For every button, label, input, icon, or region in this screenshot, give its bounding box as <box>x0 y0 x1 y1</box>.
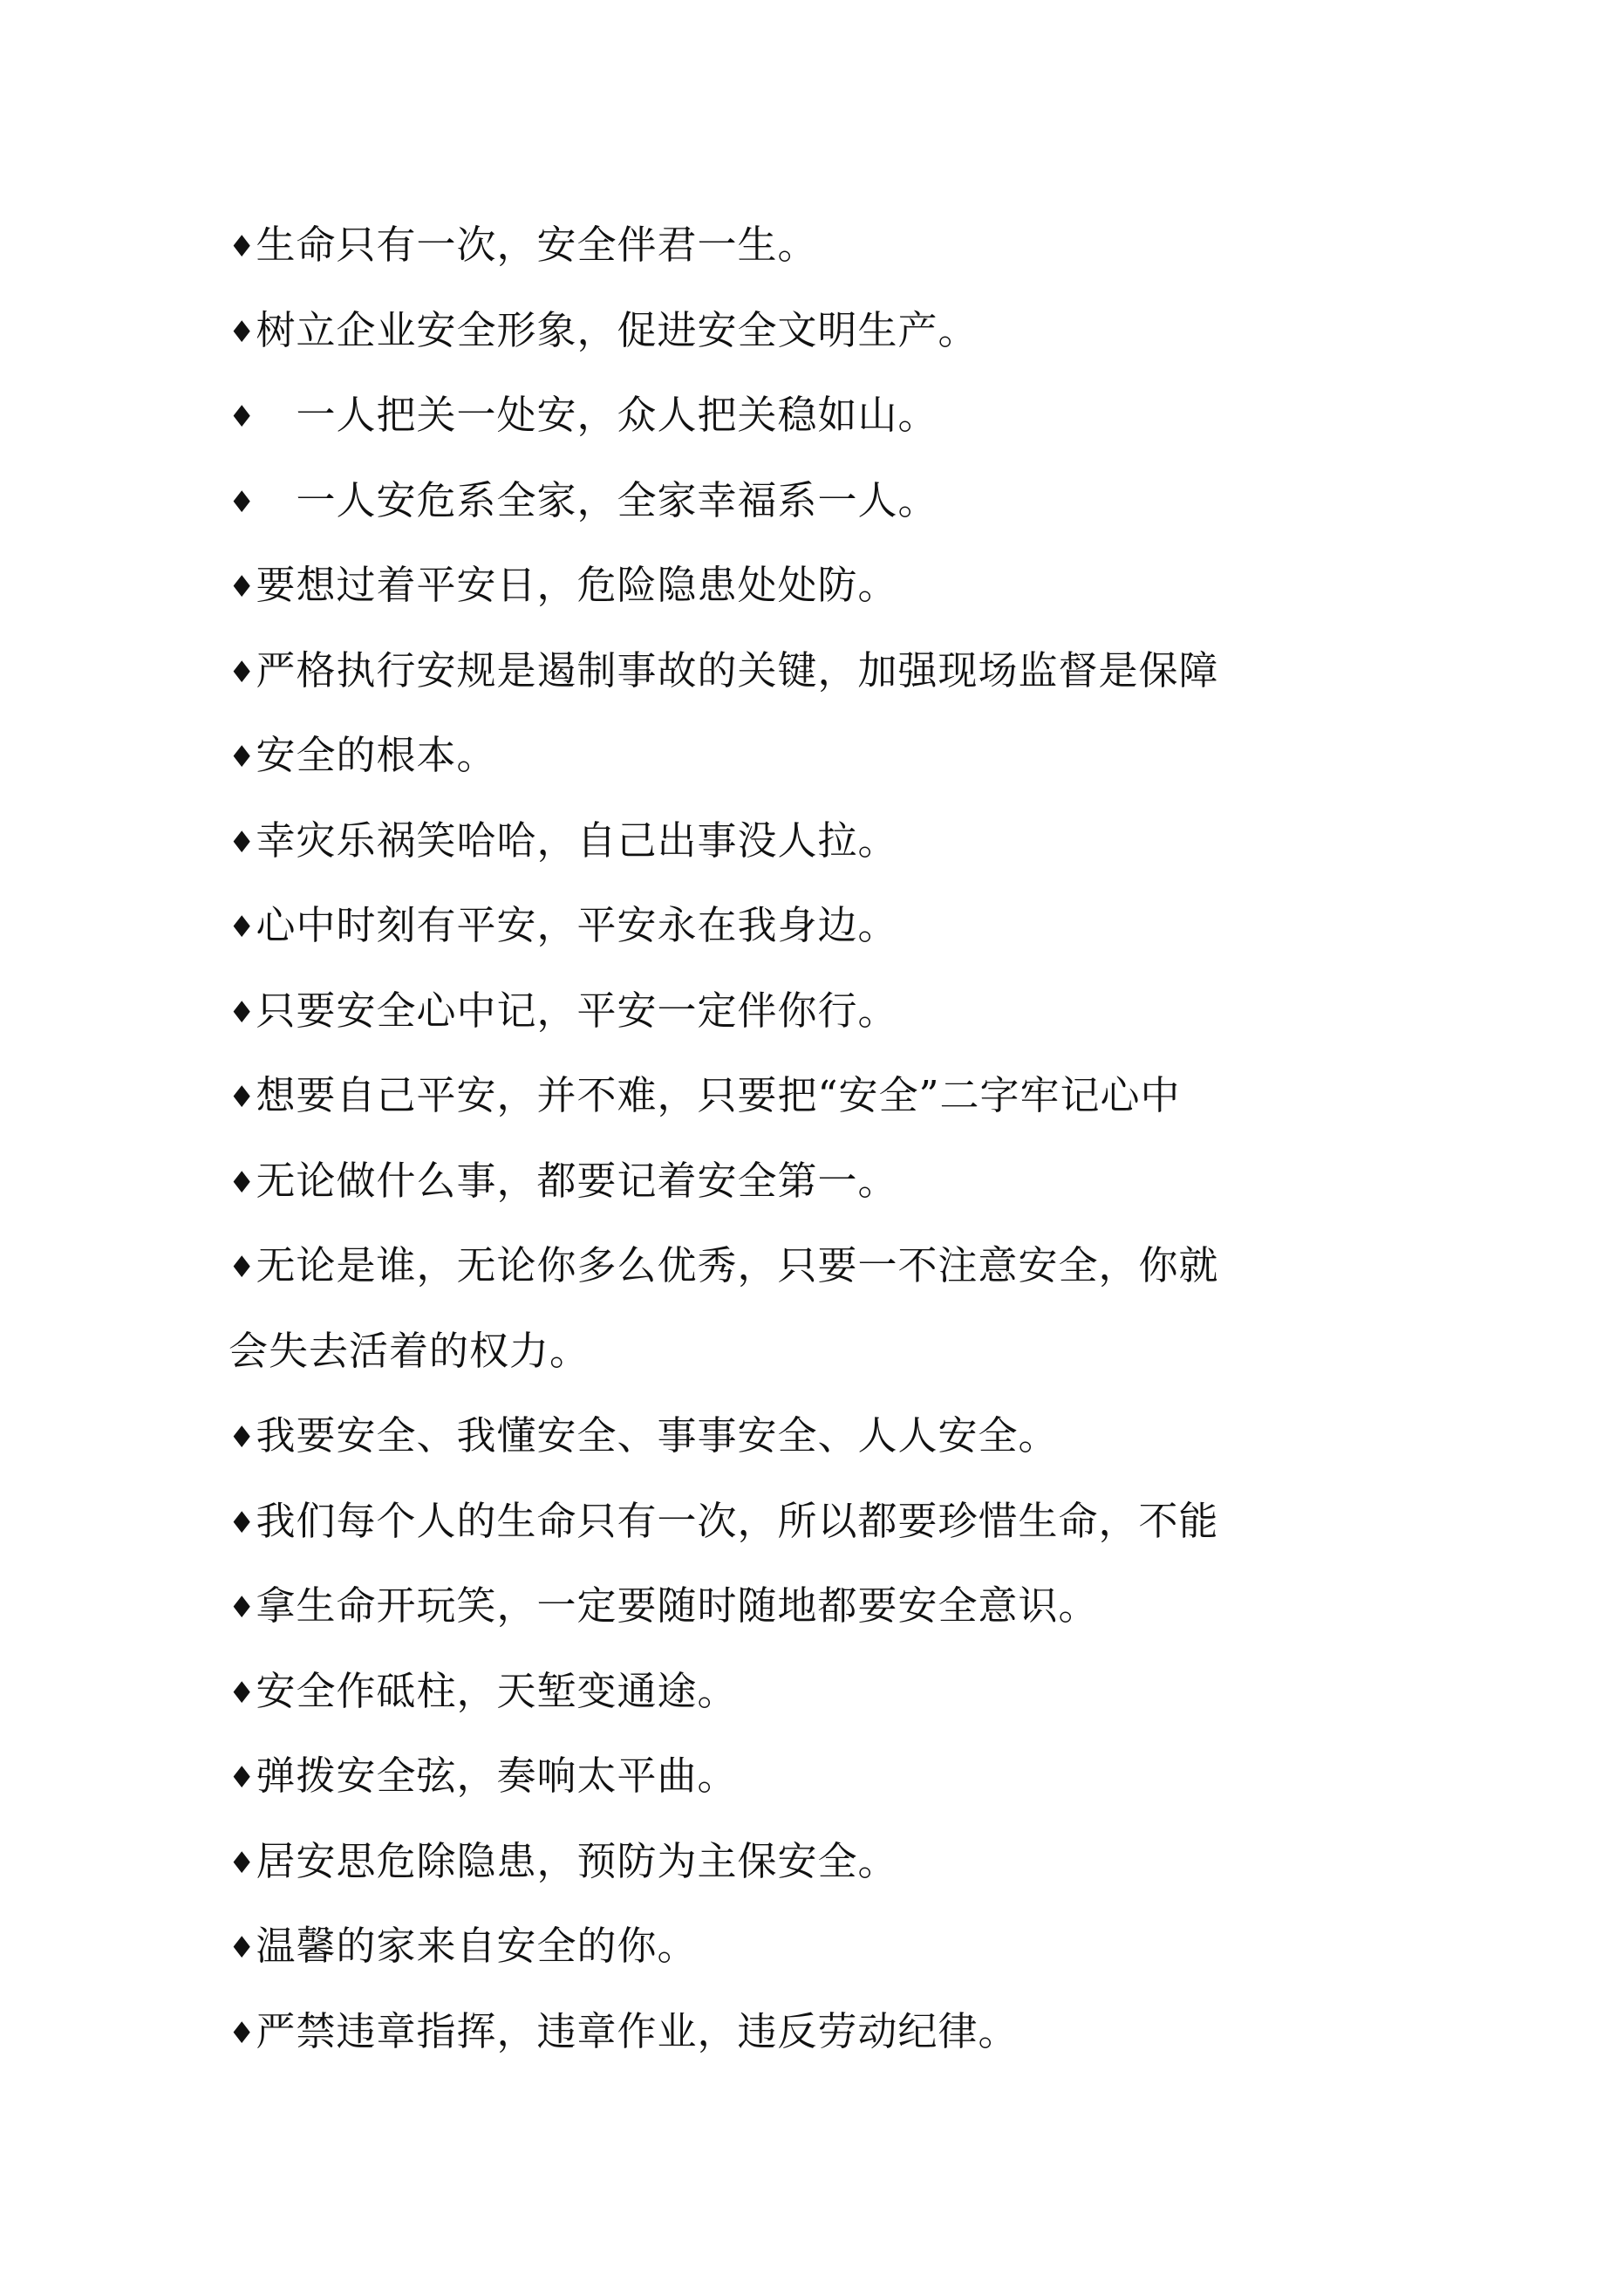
diamond-bullet-icon: ♦ <box>228 570 256 605</box>
slogan-text: 只要安全心中记，平安一定伴你行。 <box>256 987 898 1034</box>
slogan-text: 生命只有一次，安全伴君一生。 <box>256 222 818 268</box>
slogan-line <box>228 628 1319 714</box>
slogan-line <box>228 1989 1319 2074</box>
slogan-line <box>228 1053 1319 1138</box>
slogan-text: 我们每个人的生命只有一次，所以都要珍惜生命，不能 <box>256 1497 1219 1544</box>
slogan-line <box>228 1819 1319 1904</box>
slogan-text: 一人把关一处安，众人把关稳如山。 <box>296 392 938 438</box>
diamond-bullet-icon: ♦ <box>228 1590 256 1625</box>
diamond-bullet-icon: ♦ <box>228 2015 256 2051</box>
slogan-list <box>228 202 1319 2074</box>
slogan-line <box>228 1903 1319 1989</box>
slogan-text: 心中时刻有平安，平安永在我身边。 <box>256 902 898 948</box>
slogan-line <box>228 1309 1319 1394</box>
slogan-text: 要想过着平安日，危险隐患处处防。 <box>256 562 898 608</box>
slogan-text: 拿生命开玩笑，一定要随时随地都要安全意识。 <box>256 1582 1099 1629</box>
diamond-bullet-icon: ♦ <box>228 400 256 434</box>
diamond-bullet-icon: ♦ <box>228 824 256 860</box>
diamond-bullet-icon: ♦ <box>228 994 256 1030</box>
slogan-line <box>228 1479 1319 1564</box>
slogan-text: 会失去活着的权力。 <box>228 1327 590 1374</box>
slogan-text: 一人安危系全家，全家幸福系一人。 <box>296 476 938 523</box>
diamond-bullet-icon: ♦ <box>228 1080 256 1115</box>
diamond-bullet-icon: ♦ <box>228 1675 256 1711</box>
slogan-line <box>228 458 1319 543</box>
diamond-bullet-icon: ♦ <box>228 1250 256 1285</box>
slogan-line <box>228 713 1319 798</box>
slogan-text: 安全作砥柱，天堑变通途。 <box>256 1667 738 1714</box>
slogan-line <box>228 1563 1319 1649</box>
slogan-text: 严格执行安规是遏制事故的关键，加强现场监督是保障 <box>256 646 1219 694</box>
diamond-bullet-icon: ♦ <box>228 1930 256 1965</box>
diamond-bullet-icon: ♦ <box>228 1760 256 1795</box>
slogan-text: 无论是谁，无论你多么优秀，只要一不注意安全，你就 <box>256 1242 1219 1288</box>
diamond-bullet-icon: ♦ <box>228 1505 256 1541</box>
slogan-text: 幸灾乐祸笑哈哈，自己出事没人拉。 <box>256 817 898 864</box>
slogan-text: 弹拨安全弦，奏响太平曲。 <box>256 1753 738 1799</box>
diamond-bullet-icon: ♦ <box>228 910 256 945</box>
diamond-bullet-icon: ♦ <box>228 484 256 520</box>
slogan-text: 严禁违章指挥，违章作业，违反劳动纪律。 <box>256 2007 1019 2054</box>
slogan-line <box>228 1393 1319 1479</box>
slogan-text: 安全的根本。 <box>256 732 497 778</box>
slogan-text: 无论做什么事，都要记着安全第一。 <box>256 1157 898 1204</box>
diamond-bullet-icon: ♦ <box>228 654 256 690</box>
slogan-text: 我要安全、我懂安全、事事安全、人人安全。 <box>256 1412 1059 1459</box>
slogan-text: 树立企业安全形象，促进安全文明生产。 <box>256 306 979 353</box>
slogan-text: 想要自己平安，并不难，只要把“安全”二字牢记心中 <box>256 1072 1181 1118</box>
slogan-line <box>228 1138 1319 1224</box>
diamond-bullet-icon: ♦ <box>228 740 256 775</box>
slogan-line <box>228 372 1319 458</box>
slogan-text: 温馨的家来自安全的你。 <box>256 1923 698 1969</box>
slogan-line <box>228 1223 1319 1309</box>
slogan-line <box>228 543 1319 628</box>
slogan-line <box>228 1649 1319 1734</box>
diamond-bullet-icon: ♦ <box>228 1420 256 1455</box>
diamond-bullet-icon: ♦ <box>228 1845 256 1881</box>
diamond-bullet-icon: ♦ <box>228 229 256 264</box>
slogan-text: 居安思危除隐患，预防为主保安全。 <box>256 1837 898 1884</box>
diamond-bullet-icon: ♦ <box>228 1165 256 1200</box>
slogan-line <box>228 1733 1319 1819</box>
diamond-bullet-icon: ♦ <box>228 314 256 350</box>
slogan-line <box>228 798 1319 884</box>
slogan-line <box>228 968 1319 1054</box>
slogan-line <box>228 883 1319 968</box>
slogan-line <box>228 288 1319 373</box>
slogan-line <box>228 202 1319 288</box>
